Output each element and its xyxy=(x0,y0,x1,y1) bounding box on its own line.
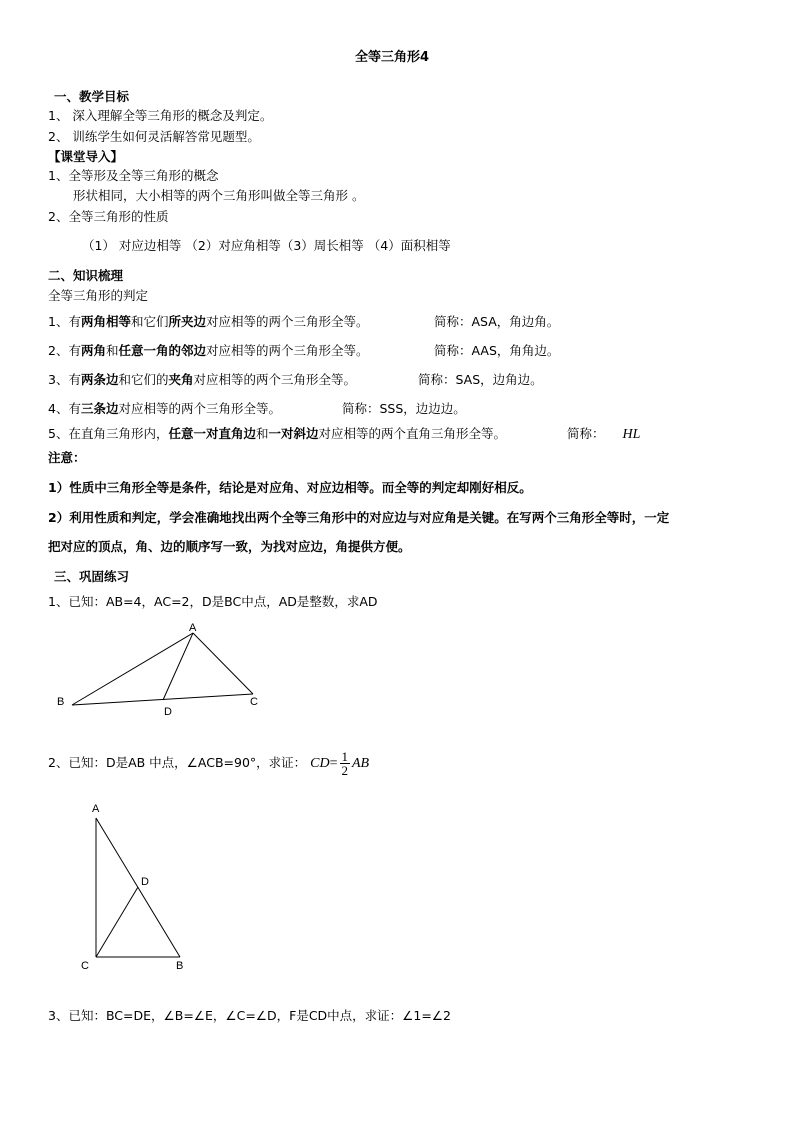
section-2-subheading: 全等三角形的判定 xyxy=(48,288,149,303)
fig1-label-d: D xyxy=(164,706,172,718)
fig1-label-c: C xyxy=(250,696,258,708)
rule-sss-abbr: 简称：SSS，边边边。 xyxy=(342,401,466,416)
section-3-heading: 三、巩固练习 xyxy=(54,569,130,584)
rule-sas-text: 对应相等的两个三角形全等。 xyxy=(193,372,357,387)
note-2-line-2: 把对应的顶点，角、边的顺序写一致，为找对应边，角提供方便。 xyxy=(48,539,411,554)
fraction-denominator: 2 xyxy=(341,763,348,778)
rule-hl-emphasis: 一对斜边 xyxy=(268,426,319,441)
rule-aas-text: 和 xyxy=(105,343,119,358)
rule-hl-text: 5、在直角三角形内， xyxy=(48,426,169,441)
fig1-label-b: B xyxy=(57,696,65,708)
rule-aas-abbr: 简称：AAS，角角边。 xyxy=(434,343,560,358)
intro-heading: 【课堂导入】 xyxy=(48,149,124,164)
question-2 xyxy=(48,748,369,779)
fig1-side-ac xyxy=(193,633,253,694)
fraction-one-half xyxy=(340,750,351,777)
rule-aas-emphasis: 两角 xyxy=(80,343,106,358)
rule-sas-emphasis: 两条边 xyxy=(80,372,119,387)
question-1: 1、已知：AB=4，AC=2，D是BC中点，AD是整数，求AD xyxy=(48,594,378,609)
rule-aas-emphasis: 任意一角的邻边 xyxy=(118,343,206,358)
rule-asa-text: 和它们 xyxy=(130,314,169,329)
section-2-heading: 二、知识梳理 xyxy=(48,268,124,283)
fig1-label-a: A xyxy=(189,622,197,634)
rule-sss-text: 4、有 xyxy=(48,401,81,416)
fig2-label-c: C xyxy=(81,960,89,972)
fig2-label-b: B xyxy=(176,960,184,972)
rule-asa-emphasis: 两角相等 xyxy=(80,314,131,329)
goal-2: 2、 训练学生如何灵活解答常见题型。 xyxy=(48,129,260,144)
rule-aas-text: 2、有 xyxy=(48,343,81,358)
note-1: 1）性质中三角形全等是条件，结论是对应角、对应边相等。而全等的判定却刚好相反。 xyxy=(48,480,532,495)
rule-asa-emphasis: 所夹边 xyxy=(168,314,206,329)
fig1-median-ad xyxy=(163,633,193,700)
rule-asa-text: 对应相等的两个三角形全等。 xyxy=(206,314,369,329)
note-heading: 注意： xyxy=(48,450,86,465)
page-title: 全等三角形4 xyxy=(355,50,430,65)
concept-1-definition: 形状相同，大小相等的两个三角形叫做全等三角形 。 xyxy=(73,188,365,203)
rule-aas-text: 对应相等的两个三角形全等。 xyxy=(206,343,369,358)
fraction-numerator: 1 xyxy=(341,749,348,764)
fig2-label-a: A xyxy=(92,803,100,815)
rule-hl-text: 和 xyxy=(255,426,269,441)
rule-hl-abbr-label: 简称： xyxy=(567,426,605,441)
goal-1: 1、 深入理解全等三角形的概念及判定。 xyxy=(48,108,273,123)
rule-sas-emphasis: 夹角 xyxy=(168,372,194,387)
rule-sss-emphasis: 三条边 xyxy=(80,401,119,416)
rule-asa-abbr: 简称：ASA，角边角。 xyxy=(434,314,560,329)
question-2-equals: = xyxy=(329,756,338,771)
rule-hl-abbr-math: HL xyxy=(622,427,641,442)
concept-2: 2、全等三角形的性质 xyxy=(48,209,169,224)
question-2-lhs: CD xyxy=(310,756,330,771)
rule-hl-text: 对应相等的两个直角三角形全等。 xyxy=(318,426,507,441)
section-1-heading: 一、教学目标 xyxy=(54,89,130,104)
rule-sas-text: 和它们的 xyxy=(118,372,169,387)
properties-list: （1） 对应边相等 （2）对应角相等（3）周长相等 （4）面积相等 xyxy=(82,238,451,253)
rule-asa-text: 1、有 xyxy=(48,314,81,329)
fig1-side-ba xyxy=(72,633,193,705)
fig2-segment-cd xyxy=(96,887,138,957)
rule-sas-text: 3、有 xyxy=(48,372,81,387)
rule-sas-abbr: 简称：SAS，边角边。 xyxy=(418,372,543,387)
question-2-text: 2、已知：D是AB 中点，∠ACB=90°，求证： xyxy=(48,755,307,770)
question-3: 3、已知：BC=DE，∠B=∠E，∠C=∠D，F是CD中点，求证：∠1=∠2 xyxy=(48,1008,451,1023)
concept-1: 1、全等形及全等三角形的概念 xyxy=(48,168,219,183)
fig1-side-bc xyxy=(72,694,253,705)
question-2-rhs: AB xyxy=(352,756,370,771)
note-2-line-1: 2）利用性质和判定，学会准确地找出两个全等三角形中的对应边与对应角是关键。在写两个三角形全等时，一定 xyxy=(48,510,670,525)
rule-hl-emphasis: 任意一对直角边 xyxy=(168,426,256,441)
rule-sss-text: 对应相等的两个三角形全等。 xyxy=(118,401,281,416)
fig2-label-d: D xyxy=(141,876,149,888)
